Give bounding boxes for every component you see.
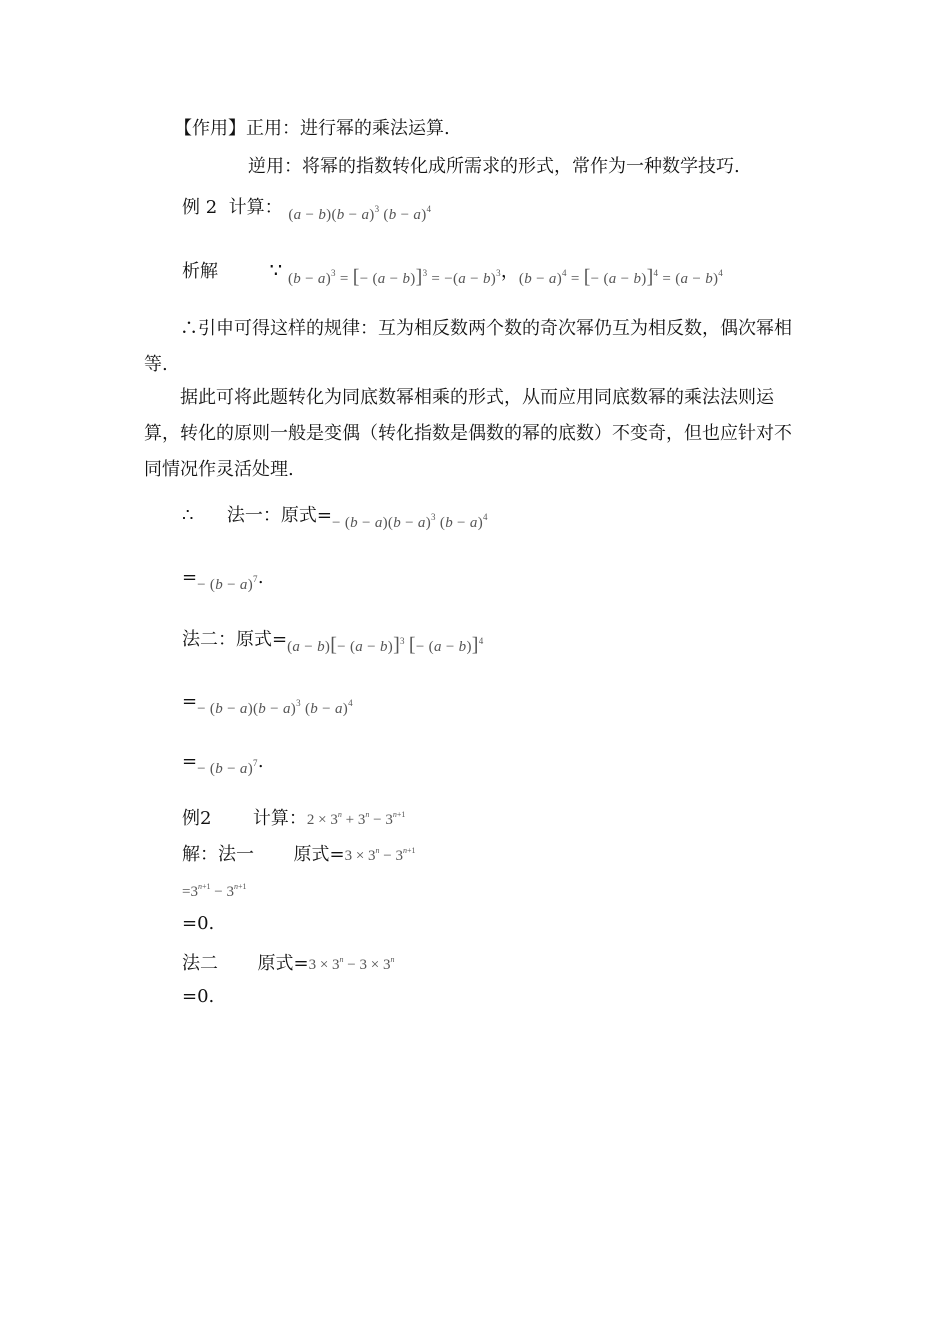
- therefore-symbol: ∴: [182, 505, 194, 526]
- method2-step2: − (b − a)(b − a)3 (b − a)4: [197, 698, 353, 717]
- m1-step2: $=3^{n+1} - 3^{n+1}$: [182, 882, 247, 900]
- role-line: [174, 118, 450, 140]
- method2-step2-prefix: =: [182, 691, 198, 712]
- method2-step3-prefix: =: [182, 751, 198, 772]
- example2-solution-line: [182, 840, 416, 867]
- m2-step2-line: [182, 986, 214, 1008]
- m2-step2: =0.: [182, 986, 215, 1007]
- example1-expression: (a − b)(b − a)3 (b − a)4: [288, 204, 432, 223]
- m1-step2-line: [182, 876, 246, 903]
- example2-prompt: 计算：: [252, 808, 307, 829]
- example2-expression: $2 \times 3^n + 3^n - 3^{n+1}$: [306, 810, 406, 828]
- method2-step3-line: [182, 746, 264, 777]
- method-text: 据此可将此题转化为同底数幂相乘的形式，从而应用同底数幂的乘法法则运算，转化的原则一般是变偶（转化指数是偶数的幂的底数）不变奇，但也应针对不同情况作灵活处理.: [144, 387, 792, 480]
- rule-paragraph: [144, 311, 806, 383]
- m1-step1: $3 \times 3^n - 3^{n+1}$: [344, 846, 416, 864]
- reverse-use-line: [248, 156, 740, 178]
- example2-line: [182, 804, 405, 831]
- solution-label: 解：法一: [182, 844, 254, 865]
- method1-step2-prefix: =: [182, 567, 198, 588]
- example2-method2-line: [182, 949, 394, 976]
- role-heading: 【作用】: [174, 118, 246, 139]
- method1-end: .: [257, 567, 264, 588]
- because-symbol: ∵: [269, 258, 283, 282]
- forward-use-text: 进行幂的乘法运算.: [300, 118, 450, 139]
- method2-step3: − (b − a)7: [197, 758, 258, 777]
- reverse-use-text: 将幂的指数转化成所需求的形式，常作为一种数学技巧.: [302, 156, 740, 177]
- analysis-expression-odd: (b − a)3 = [− (a − b)]3 = −(a − b)3: [287, 266, 501, 288]
- example1-line: [182, 192, 432, 223]
- example1-label: 例 2: [182, 197, 218, 218]
- analysis-expression-even: (b − a)4 = [− (a − b)]4 = (a − b)4: [518, 266, 724, 288]
- m2-step1: $3 \times 3^n - 3 \times 3^n$: [308, 955, 395, 973]
- method2-line: [182, 624, 484, 656]
- method-paragraph: [144, 380, 806, 488]
- method2-label: 法二：原式=: [182, 629, 288, 650]
- analysis-line: [182, 256, 724, 288]
- forward-use-label: 正用：: [246, 118, 300, 139]
- m1-step3: =0.: [182, 913, 215, 934]
- method1-step2: − (b − a)7: [197, 574, 258, 593]
- method2-label-ex2: 法二: [182, 953, 218, 974]
- method1-step1: − (b − a)(b − a)3 (b − a)4: [332, 512, 488, 531]
- method1-step2-line: [182, 562, 264, 593]
- original-label: 原式=: [293, 844, 345, 865]
- rule-text: ∴引申可得这样的规律：互为相反数两个数的奇次幂仍互为相反数，偶次幂相等.: [144, 318, 792, 375]
- method2-step1: (a − b)[− (a − b)]3 [− (a − b)]4: [287, 634, 484, 656]
- comma: ，: [500, 261, 519, 282]
- method1-line: [182, 500, 488, 531]
- method2-end: .: [257, 751, 264, 772]
- method2-step2-line: [182, 686, 353, 717]
- m1-step3-line: [182, 913, 214, 935]
- method1-label: 法一：原式=: [226, 505, 333, 526]
- m2-original-label: 原式=: [257, 953, 309, 974]
- example2-label: 例2: [182, 808, 212, 829]
- analysis-label: 析解: [182, 261, 218, 282]
- example1-prompt: 计算：: [228, 197, 283, 218]
- reverse-use-label: 逆用：: [248, 156, 302, 177]
